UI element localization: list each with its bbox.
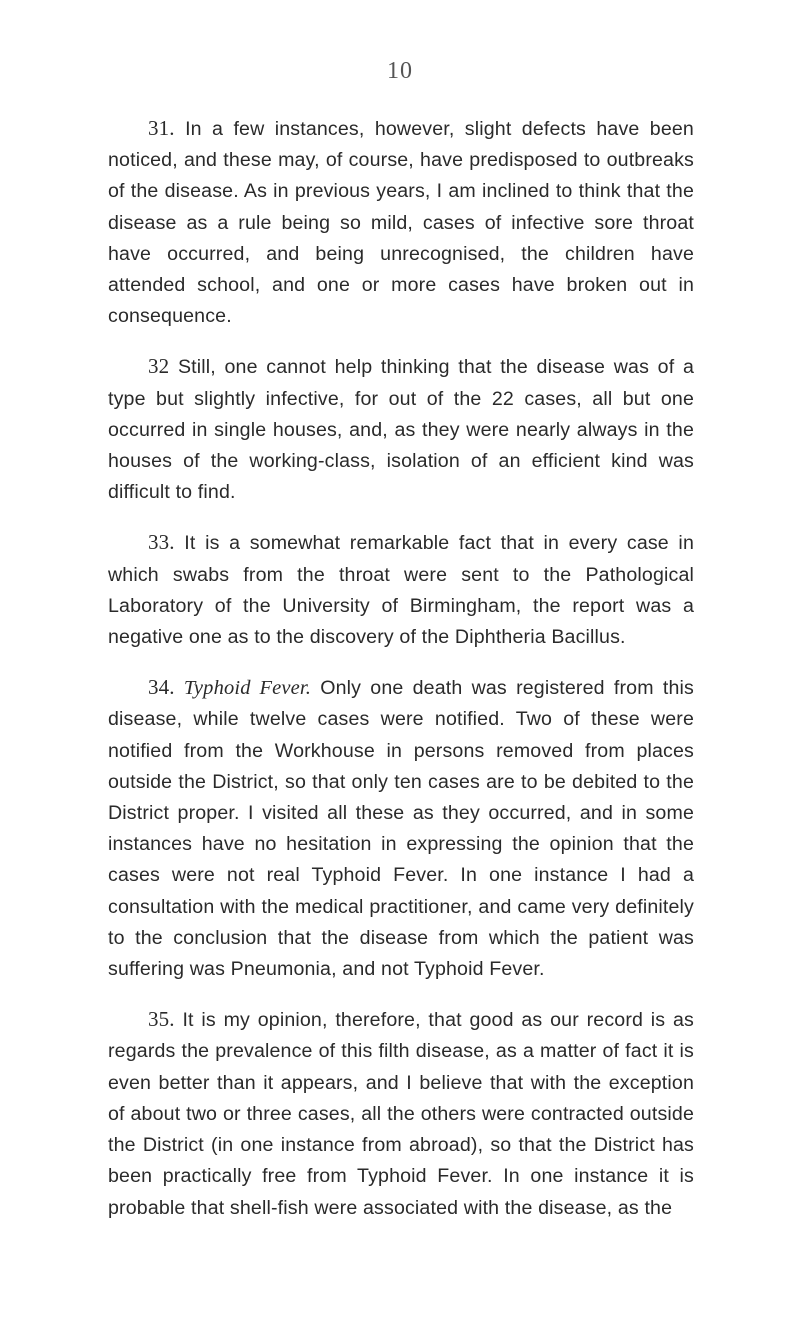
paragraph-text: It is my opinion, therefore, that good as our record is as regards the prevalence of this filth disease, as a matter of fact it is even better than it appears, and I believe that with the exception of about two or three cases, all the others were contracted outside the District (in one instance from abroad), so that the District has been practically free from Typhoid Fever. In one instance it is probable that shell-fish were associated with the disease, as the <box>108 1009 694 1219</box>
paragraph-number: 31. <box>148 116 175 140</box>
paragraph-number: 34. <box>148 675 175 700</box>
paragraph-text: Only one death was registered from this disease, while twelve cases were notified. Two of these were notified from the Workhouse in persons removed from places outside the District, so that only ten cases are to be debited to the District proper. I visited all these as they occurred, and in some instances have no hesitation in expressing the opinion that the cases were not real Typhoid Fever. In one instance I had a consultation with the medical practitioner, and came very definitely to the conclusion that the disease from which the patient was suffering was Pneumonia, and not Typhoid Fever. <box>108 677 694 981</box>
body-text <box>108 113 694 1243</box>
paragraph-text: Still, one cannot help thinking that the disease was of a type but slightly infective, for out of the 22 cases, all but one occurred in single houses, and, as they were nearly always in the houses of the working-class, isolation of an efficient kind was difficult to find. <box>108 356 694 504</box>
paragraph-text: In a few instances, however, slight defects have been noticed, and these may, of course, have predisposed to outbreaks of the disease. As in previous years, I am inclined to think that the disease as a rule being so mild, cases of infective sore throat have occurred, and being unrecognised, the children have attended school, and one or more cases have broken out in consequence. <box>108 118 694 328</box>
paragraph-number: 32 <box>148 354 170 379</box>
paragraph-title: Typhoid Fever. <box>183 677 312 700</box>
paragraph-32 <box>108 351 694 508</box>
paragraph-31 <box>108 113 694 332</box>
paragraph-35 <box>108 1004 694 1223</box>
paragraph-number: 33. <box>148 530 175 555</box>
paragraph-33 <box>108 527 694 653</box>
paragraph-34 <box>108 672 694 985</box>
paragraph-number: 35. <box>148 1007 175 1032</box>
page-number: 10 <box>387 58 413 84</box>
paragraph-text: It is a somewhat remarkable fact that in every case in which swabs from the throat were sent to the Pathological Laboratory of the University of Birmingham, the report was a negative one as to the discovery of the Diphtheria Bacillus. <box>108 532 694 649</box>
